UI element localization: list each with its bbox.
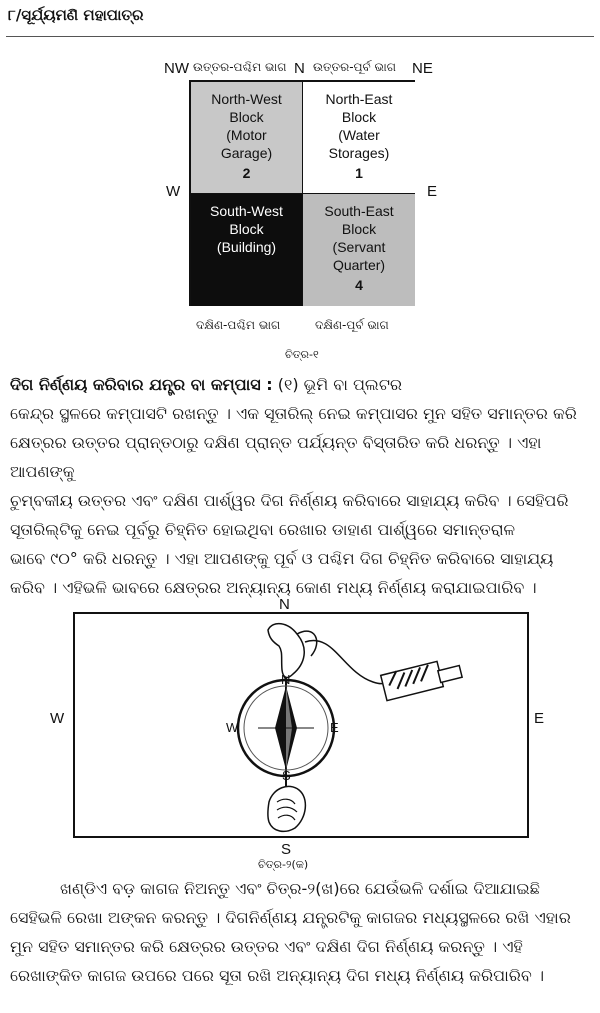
e-label: E	[427, 183, 438, 200]
nw-block-line: (Motor	[226, 127, 267, 143]
north-west-block	[191, 82, 303, 194]
south-east-block	[303, 194, 415, 306]
sw-block-line: (Building)	[216, 239, 277, 255]
ne-block-number: 1	[355, 165, 363, 181]
compass-s-letter: S	[282, 768, 291, 783]
se-block-line: South-East	[324, 203, 394, 219]
para-line: ଭାବେ ୯୦° କରି ଧରନ୍ତୁ । ଏହା ଆପଣଙ୍କୁ ପୂର୍ବ ଓ ପଶ୍ଚିମ ଦିଗ ଚିହ୍ନିତ କରିବାରେ ସାହାଯ୍ୟ	[10, 549, 554, 568]
page-header: ୮/ସୂର୍ଯ୍ୟମଣି ମହାପାତ୍ର	[8, 6, 144, 24]
sw-odia-label: ଦକ୍ଷିଣ-ପଶ୍ଚିମ ଭାଗ	[196, 318, 281, 332]
fig2-n-label: N	[279, 596, 290, 613]
para-line: କ୍ଷେତ୍ରର ଉତ୍ତର ପ୍ରାନ୍ତଠାରୁ ଦକ୍ଷିଣ ପ୍ରାନ୍ତ ପର୍ଯ୍ୟନ୍ତ ବିସ୍ତାରିତ କରି ଧରନ୍ତୁ । ଏହା ଆପଣଙ୍କୁ	[10, 433, 542, 481]
para-line: ମୁନ ସହିତ ସମାନ୍ତର କରି କ୍ଷେତ୍ରର ଉତ୍ତର ଏବଂ ଦକ୍ଷିଣ ଦିଗ ନିର୍ଣ୍ଣୟ କରନ୍ତୁ । ଏହି	[10, 937, 523, 956]
se-block-line: (Servant	[332, 239, 386, 255]
para-text: (୧) ଭୂମି ବା ପ୍ଲଟର	[277, 375, 403, 394]
nw-block-line: Garage)	[220, 145, 273, 161]
se-odia-label: ଦକ୍ଷିଣ-ପୂର୍ବ ଭାଗ	[315, 318, 389, 332]
para-line	[10, 370, 592, 399]
n-label: N	[294, 60, 305, 77]
compass-e-letter: E	[330, 720, 339, 735]
site-block-grid	[189, 80, 415, 306]
nw-block-line: Block	[229, 109, 264, 125]
sw-block-line: Block	[229, 221, 264, 237]
ne-label: NE	[412, 60, 433, 77]
fig2-w-label: W	[50, 710, 65, 727]
para-line: ସେହିଭଳି ରେଖା ଅଙ୍କନ କରନ୍ତୁ । ଦିଗନିର୍ଣ୍ଣୟ ଯନ୍ତ୍ରଟିକୁ କାଗଜର ମଧ୍ୟସ୍ଥଳରେ ରଖି ଏହାର	[10, 908, 571, 927]
para-line: ଖଣ୍ଡିଏ ବଡ଼ କାଗଜ ନିଅନ୍ତୁ ଏବଂ ଚିତ୍ର-୨(ଖ)ରେ ଯେଉଁଭଳି ଦର୍ଶାଇ ଦିଆଯାଇଛି	[60, 879, 540, 898]
se-block-number: 4	[355, 277, 363, 293]
compass-illustration	[73, 612, 529, 838]
para-line: ସୂତାରିଲ୍‌ଟିକୁ ନେଇ ପୂର୍ବରୁ ଚିହ୍ନିତ ହୋଇଥିବା ରେଖାର ଡାହାଣ ପାର୍ଶ୍ୱରେ ସମାନ୍ତରାଳ	[10, 520, 516, 539]
se-block-line: Block	[341, 221, 377, 237]
section-heading: ଦିଗ ନିର୍ଣ୍ଣୟ କରିବାର ଯନ୍ତ୍ର ବା କମ୍ପାସ :	[10, 375, 273, 394]
para-line: କରିବ । ଏହିଭଳି ଭାବରେ କ୍ଷେତ୍ରର ଅନ୍ୟାନ୍ୟ କୋଣ ମଧ୍ୟ ନିର୍ଣ୍ଣୟ କରାଯାଇପାରିବ ।	[10, 578, 537, 597]
ne-block-line: Block	[341, 109, 377, 125]
paragraph-compass	[10, 370, 592, 602]
ne-odia-label: ଉତ୍ତର-ପୂର୍ବ ଭାଗ	[313, 60, 396, 74]
nw-block-line: North-West	[211, 91, 282, 107]
ne-block-line: (Water	[338, 127, 380, 143]
para-line: ରେଖାଙ୍କିତ କାଗଜ ଉପରେ ପରେ ସୂତା ରଖି ଅନ୍ୟାନ୍ୟ ଦିଗ ମଧ୍ୟ ନିର୍ଣ୍ଣୟ କରିପାରିବ ।	[10, 966, 545, 985]
para-line: କେନ୍ଦ୍ର ସ୍ଥଳରେ କମ୍ପାସଟି ରଖନ୍ତୁ । ଏକ ସୂତାରିଲ୍ ନେଇ କମ୍ପାସର ମୁନ ସହିତ ସମାନ୍ତର କରି	[10, 404, 577, 423]
south-west-block	[191, 194, 303, 306]
nw-block-number: 2	[242, 165, 251, 181]
sw-block-line: South-West	[210, 203, 283, 219]
fig2-s-label: S	[281, 841, 292, 858]
compass-w-letter: W	[226, 720, 239, 735]
header-divider	[6, 36, 594, 37]
compass-n-letter: N	[281, 672, 291, 687]
figure1-caption: ଚିତ୍ର-୧	[285, 348, 319, 361]
nw-odia-label: ଉତ୍ତର-ପଶ୍ଚିମ ଭାଗ	[193, 60, 287, 74]
paragraph-paper	[10, 874, 592, 990]
fig2-e-label: E	[534, 710, 545, 727]
figure2-caption: ଚିତ୍ର-୨(କ)	[258, 858, 309, 871]
nw-label: NW	[164, 60, 189, 77]
w-label: W	[166, 183, 181, 200]
ne-block-line: North-East	[325, 91, 393, 107]
se-block-line: Quarter)	[332, 257, 386, 273]
para-line: ଚୁମ୍ବକୀୟ ଉତ୍ତର ଏବଂ ଦକ୍ଷିଣ ପାର୍ଶ୍ୱର ଦିଗ ନିର୍ଣ୍ଣୟ କରିବାରେ ସାହାଯ୍ୟ କରିବ । ସେହିପରି	[10, 491, 569, 510]
north-east-block	[303, 82, 415, 194]
ne-block-line: Storages)	[328, 145, 390, 161]
